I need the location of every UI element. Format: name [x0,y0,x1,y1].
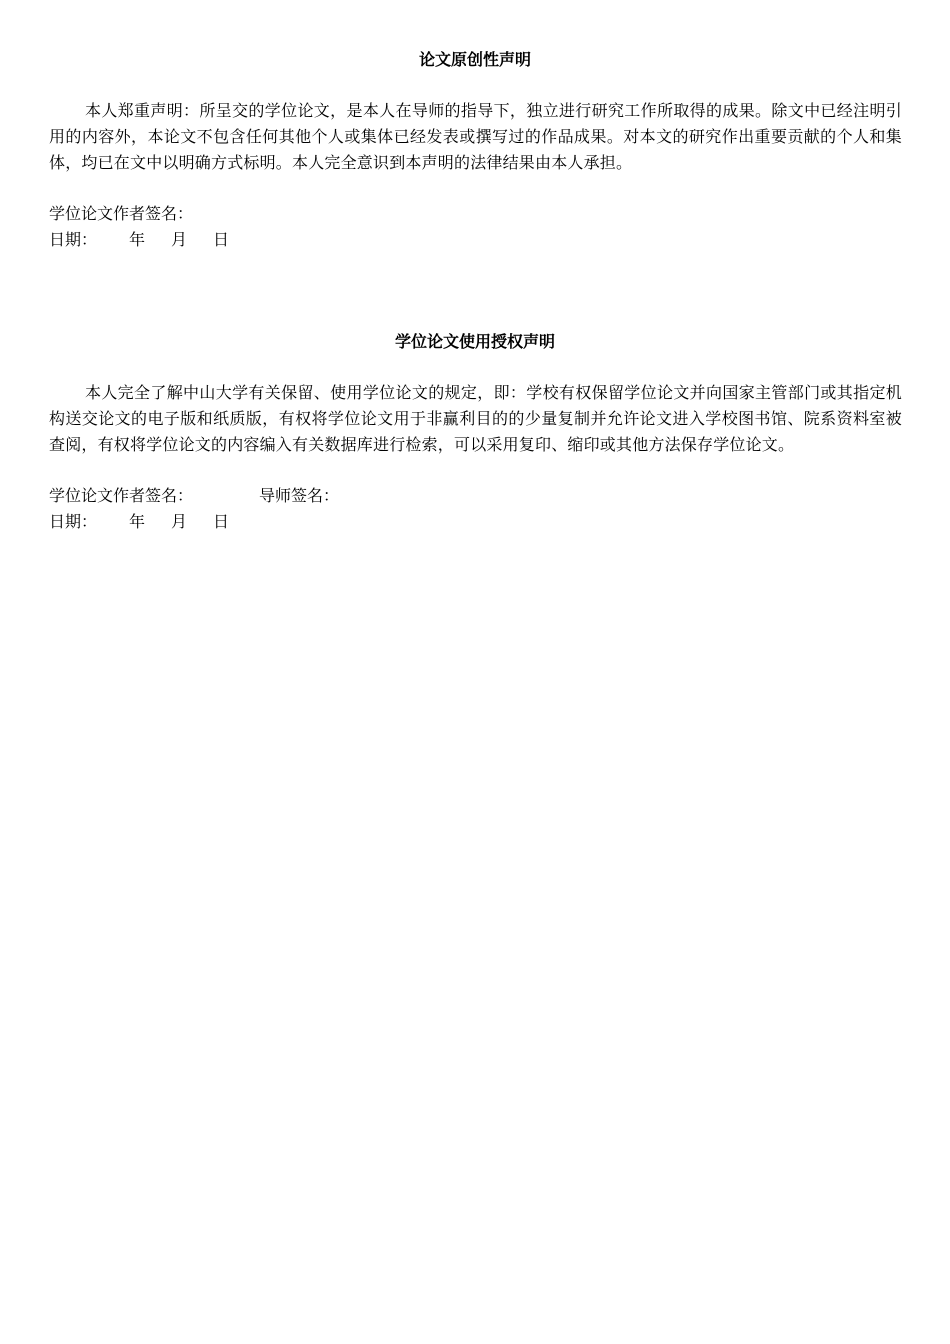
month-label: 月 [171,230,188,249]
author-signature-label: 学位论文作者签名： [49,486,194,505]
month-label: 月 [171,512,188,531]
day-label: 日 [213,512,230,531]
originality-author-signature-line [49,203,193,225]
day-label: 日 [213,230,230,249]
author-signature-label: 学位论文作者签名： [49,204,194,223]
authorization-date-line [49,511,229,533]
originality-body: 本人郑重声明：所呈交的学位论文，是本人在导师的指导下，独立进行研究工作所取得的成果。除文中已经注明引用的内容外，本论文不包含任何其他个人或集体已经发表或撰写过的作品成果。对本文的研究作出重要贡献的个人和集体，均已在文中以明确方式标明。本人完全意识到本声明的法律结果由本人承担。 [49,101,902,172]
authorization-signature-line [49,485,339,507]
date-label: 日期： [49,512,98,531]
year-label: 年 [129,512,146,531]
year-label: 年 [129,230,146,249]
originality-date-line [49,229,229,251]
date-label: 日期： [49,230,98,249]
originality-title: 论文原创性声明 [418,50,531,69]
advisor-signature-label: 导师签名： [259,486,340,505]
authorization-title: 学位论文使用授权声明 [394,332,555,351]
authorization-body: 本人完全了解中山大学有关保留、使用学位论文的规定，即：学校有权保留学位论文并向国家主管部门或其指定机构送交论文的电子版和纸质版，有权将学位论文用于非赢利目的的少量复制并允许论文进入学校图书馆、院系资料室被查阅，有权将学位论文的内容编入有关数据库进行检索，可以采用复印、缩印或其他方法保存学位论文。 [49,383,902,454]
